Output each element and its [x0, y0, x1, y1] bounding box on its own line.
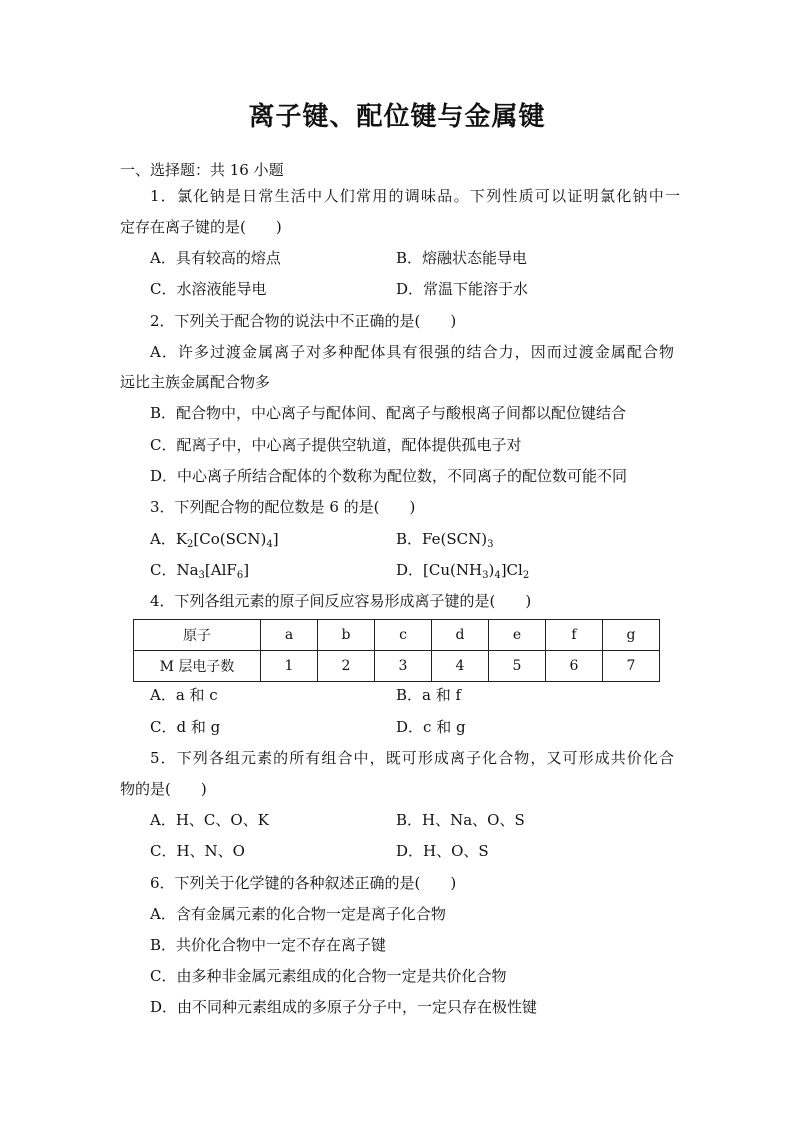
table-cell: 6 [546, 651, 603, 682]
q4-option-c: C．d 和 g [150, 718, 221, 736]
q2-option-d: D．中心离子所结合配体的个数称为配位数，不同离子的配位数可能不同 [150, 467, 628, 485]
q6-option-d: D．由不同种元素组成的多原子分子中，一定只存在极性键 [150, 998, 538, 1016]
table-cell: 2 [318, 651, 375, 682]
table-header-cell: 原子 [134, 620, 261, 651]
q3-stem: 3．下列配合物的配位数是 6 的是( ) [150, 498, 416, 516]
table-cell: 5 [489, 651, 546, 682]
table-cell: d [432, 620, 489, 651]
q1-option-d: D．常温下能溶于水 [396, 280, 529, 298]
table-cell: e [489, 620, 546, 651]
q1-stem-line2: 定存在离子键的是( ) [120, 218, 282, 236]
table-cell: 4 [432, 651, 489, 682]
table-cell: f [546, 620, 603, 651]
table-header-cell: M 层电子数 [134, 651, 261, 682]
q4-option-b: B．a 和 f [396, 686, 462, 704]
table-cell: a [261, 620, 318, 651]
q1-option-b: B．熔融状态能导电 [396, 249, 528, 267]
q1-option-a: A．具有较高的熔点 [150, 249, 281, 267]
section-heading: 一、选择题：共 16 小题 [120, 161, 284, 179]
q5-option-c: C．H、N、O [150, 842, 245, 860]
q3-option-a: A．$K_2[Co(SCN)_4]$ [150, 530, 279, 550]
q6-option-a: A．含有金属元素的化合物一定是离子化合物 [150, 905, 446, 923]
q2-option-c: C．配离子中，中心离子提供空轨道，配体提供孤电子对 [150, 436, 522, 454]
table-cell: c [375, 620, 432, 651]
q5-option-d: D．H、O、S [396, 842, 489, 860]
q2-option-a-line1: A．许多过渡金属离子对多种配体具有很强的结合力，因而过渡金属配合物 [150, 343, 674, 361]
table-row [134, 620, 660, 651]
table-cell: 1 [261, 651, 318, 682]
q2-stem: 2．下列关于配合物的说法中不正确的是( ) [150, 312, 457, 330]
q5-option-b: B．H、Na、O、S [396, 811, 525, 829]
q4-stem: 4．下列各组元素的原子间反应容易形成离子键的是( ) [150, 592, 532, 610]
q5-stem-line1: 5．下列各组元素的所有组合中，既可形成离子化合物，又可形成共价化合 [150, 749, 674, 767]
table-cell: g [603, 620, 660, 651]
q1-stem-line1: 1．氯化钠是日常生活中人们常用的调味品。下列性质可以证明氯化钠中一 [150, 187, 680, 205]
electron-table [133, 619, 660, 682]
page-title: 离子键、配位键与金属键 [248, 102, 546, 132]
q3-option-c: C．$Na_3[AlF_6]$ [150, 561, 250, 581]
q5-option-a: A．H、C、O、K [150, 811, 269, 829]
q6-stem: 6．下列关于化学键的各种叙述正确的是( ) [150, 874, 457, 892]
table-cell: b [318, 620, 375, 651]
q3-option-d: D．$[Cu(NH_3)_4]Cl_2$ [396, 561, 530, 581]
q4-option-d: D．c 和 g [396, 718, 466, 736]
q1-option-c: C．水溶液能导电 [150, 280, 267, 298]
table-cell: 7 [603, 651, 660, 682]
q6-option-c: C．由多种非金属元素组成的化合物一定是共价化合物 [150, 967, 507, 985]
q2-option-a-line2: 远比主族金属配合物多 [120, 373, 271, 391]
q2-option-b: B．配合物中，中心离子与配体间、配离子与酸根离子间都以配位键结合 [150, 404, 627, 422]
table-row [134, 651, 660, 682]
table-cell: 3 [375, 651, 432, 682]
q6-option-b: B．共价化合物中一定不存在离子键 [150, 936, 387, 954]
q4-option-a: A．a 和 c [150, 686, 218, 704]
q5-stem-line2: 物的是( ) [120, 780, 207, 798]
q3-option-b: B．$Fe(SCN)_3$ [396, 530, 494, 550]
